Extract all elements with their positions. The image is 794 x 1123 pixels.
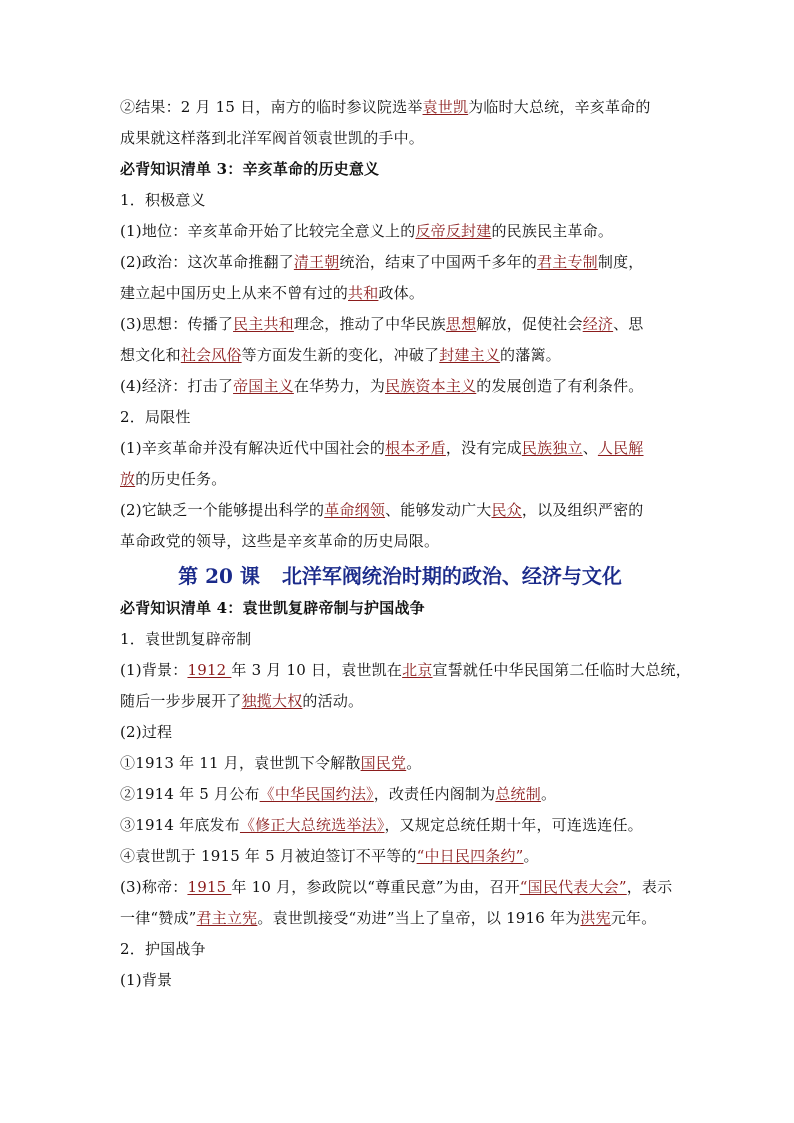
- key-term: 洪宪: [580, 909, 611, 927]
- text-segment: (2)政治：这次革命推翻了: [120, 253, 294, 271]
- text-segment: 必背知识清单 3：辛亥革命的历史意义: [120, 160, 380, 178]
- text-segment: ，改责任内阁制为: [373, 785, 496, 803]
- text-segment: 、思: [613, 315, 644, 333]
- key-term: 总统制: [495, 785, 541, 803]
- text-segment: 制度，: [597, 253, 644, 271]
- text-segment: ，没有完成: [445, 439, 522, 457]
- text-segment: (1)地位：辛亥革命开始了比较完全意义上的: [120, 222, 416, 240]
- text-line: [120, 810, 680, 841]
- text-line: [120, 624, 680, 655]
- text-segment: 2．护国战争: [120, 940, 206, 958]
- key-term: 民主共和: [233, 315, 294, 333]
- text-segment: (2)它缺乏一个能够提出科学的: [120, 501, 325, 519]
- text-line: [120, 841, 680, 872]
- text-segment: 解放，促使社会: [476, 315, 583, 333]
- key-term: 《中华民国约法》: [259, 785, 374, 803]
- text-line: [120, 123, 680, 154]
- key-term: 革命纲领: [324, 501, 386, 519]
- text-segment: 必背知识清单 4：袁世凯复辟帝制与护国战争: [120, 599, 425, 617]
- text-line: [120, 686, 680, 717]
- key-term: 民众: [491, 501, 522, 519]
- text-segment: 政体。: [378, 284, 425, 302]
- text-segment: ，以及组织严密的: [521, 501, 644, 519]
- key-term: 北京: [402, 661, 433, 679]
- lesson-number: 第 20 课: [178, 564, 260, 588]
- text-segment: (3)称帝：: [120, 878, 188, 896]
- text-segment: 年 3 月 10 日，袁世凯在: [231, 661, 403, 679]
- text-segment: 建立起中国历史上从来不曾有过的: [120, 284, 349, 302]
- text-segment: (2)过程: [120, 723, 173, 741]
- text-segment: ③1914 年底发布: [120, 816, 240, 834]
- key-term: 1912: [187, 661, 232, 679]
- key-term: 君主立宪: [196, 909, 258, 927]
- text-line: [120, 185, 680, 216]
- text-line: [120, 433, 680, 464]
- text-line: [120, 464, 680, 495]
- text-segment: 、: [582, 439, 598, 457]
- text-segment: 1．袁世凯复辟帝制: [120, 630, 252, 648]
- key-term: 民族资本主义: [385, 377, 477, 395]
- key-term: 民族独立: [521, 439, 583, 457]
- text-line: [120, 748, 680, 779]
- text-segment: 年 10 月，参政院以“尊重民意”为由，召开: [231, 878, 520, 896]
- text-segment: 。: [540, 785, 557, 803]
- text-segment: ②1914 年 5 月公布: [120, 785, 260, 803]
- text-segment: 2．局限性: [120, 408, 191, 426]
- key-term: 独揽大权: [241, 692, 303, 710]
- text-segment: (3)思想：传播了: [120, 315, 234, 333]
- key-term: “国民代表大会”: [519, 878, 627, 896]
- key-term: 经济: [582, 315, 614, 333]
- lesson-20-section: [120, 593, 691, 996]
- text-line: [120, 717, 680, 748]
- key-term: 君主专制: [537, 253, 598, 271]
- text-segment: 宣誓就任中华民国第二任临时大总统，: [432, 661, 691, 679]
- text-segment: 的民族民主革命。: [491, 222, 614, 240]
- key-term: 人民解: [597, 439, 644, 457]
- key-term: “中日民四条约”: [416, 847, 524, 865]
- key-term: 根本矛盾: [385, 439, 446, 457]
- text-line: [120, 903, 680, 934]
- text-line: [120, 495, 680, 526]
- text-segment: 随后一步步展开了: [120, 692, 242, 710]
- text-line: [120, 872, 680, 903]
- text-segment: 想文化和: [120, 346, 181, 364]
- key-term: 帝国主义: [233, 377, 294, 395]
- lesson-19-continued-section: [120, 92, 680, 557]
- text-segment: 元年。: [610, 909, 657, 927]
- text-segment: (1)背景：: [120, 661, 188, 679]
- text-line: [120, 526, 680, 557]
- key-term: 国民党: [360, 754, 407, 772]
- text-segment: 。袁世凯接受“劝进”当上了皇帝，以 1916 年为: [257, 909, 581, 927]
- text-line: [120, 655, 691, 686]
- text-line: [120, 216, 680, 247]
- text-segment: 、能够发动广大: [385, 501, 492, 519]
- text-line: [120, 340, 680, 371]
- text-segment: 的活动。: [302, 692, 364, 710]
- lesson-title: [120, 559, 680, 593]
- text-segment: 成果就这样落到北洋军阀首领袁世凯的手中。: [120, 129, 425, 147]
- key-term: 清王朝: [293, 253, 340, 271]
- text-segment: 1．积极意义: [120, 191, 206, 209]
- text-line: [120, 247, 680, 278]
- text-segment: 的历史任务。: [135, 470, 227, 488]
- text-line: [120, 371, 680, 402]
- key-term: 放: [120, 470, 136, 488]
- text-line: [120, 278, 680, 309]
- text-segment: ④袁世凯于 1915 年 5 月被迫签订不平等的: [120, 847, 417, 865]
- text-segment: 一律“赞成”: [120, 909, 197, 927]
- section-heading: [120, 154, 680, 185]
- key-term: 思想: [445, 315, 477, 333]
- text-segment: 为临时大总统，辛亥革命的: [468, 98, 651, 116]
- text-segment: (1)辛亥革命并没有解决近代中国社会的: [120, 439, 386, 457]
- text-line: [120, 92, 680, 123]
- text-line: [120, 309, 680, 340]
- key-term: 封建主义: [439, 346, 501, 364]
- text-line: [120, 402, 680, 433]
- key-term: 反帝反封建: [415, 222, 492, 240]
- text-segment: 的藩篱。: [500, 346, 561, 364]
- text-segment: 在华势力，为: [293, 377, 386, 395]
- text-segment: 。: [523, 847, 539, 865]
- key-term: 《修正大总统选举法》: [239, 816, 385, 834]
- text-segment: 革命政党的领导，这些是辛亥革命的历史局限。: [120, 532, 440, 550]
- key-term: 袁世凯: [422, 98, 469, 116]
- document-content: [120, 92, 691, 996]
- lesson-name: 北洋军阀统治时期的政治、经济与文化: [281, 564, 622, 588]
- key-term: 共和: [348, 284, 379, 302]
- text-segment: (4)经济：打击了: [120, 377, 234, 395]
- key-term: 社会风俗: [180, 346, 242, 364]
- text-line: [120, 965, 680, 996]
- key-term: 1915: [187, 878, 232, 896]
- text-segment: 统治，结束了中国两千多年的: [339, 253, 538, 271]
- text-segment: ①1913 年 11 月，袁世凯下令解散: [120, 754, 361, 772]
- text-line: [120, 934, 680, 965]
- text-segment: 。: [406, 754, 422, 772]
- text-segment: ②结果：2 月 15 日，南方的临时参议院选举: [120, 98, 423, 116]
- text-segment: ，表示: [626, 878, 673, 896]
- text-segment: 等方面发生新的变化，冲破了: [241, 346, 440, 364]
- section-heading: [120, 593, 680, 624]
- text-segment: 理念，推动了中华民族: [293, 315, 446, 333]
- text-line: [120, 779, 680, 810]
- text-segment: (1)背景: [120, 971, 173, 989]
- text-segment: ，又规定总统任期十年，可连选连任。: [384, 816, 643, 834]
- text-segment: 的发展创造了有利条件。: [476, 377, 644, 395]
